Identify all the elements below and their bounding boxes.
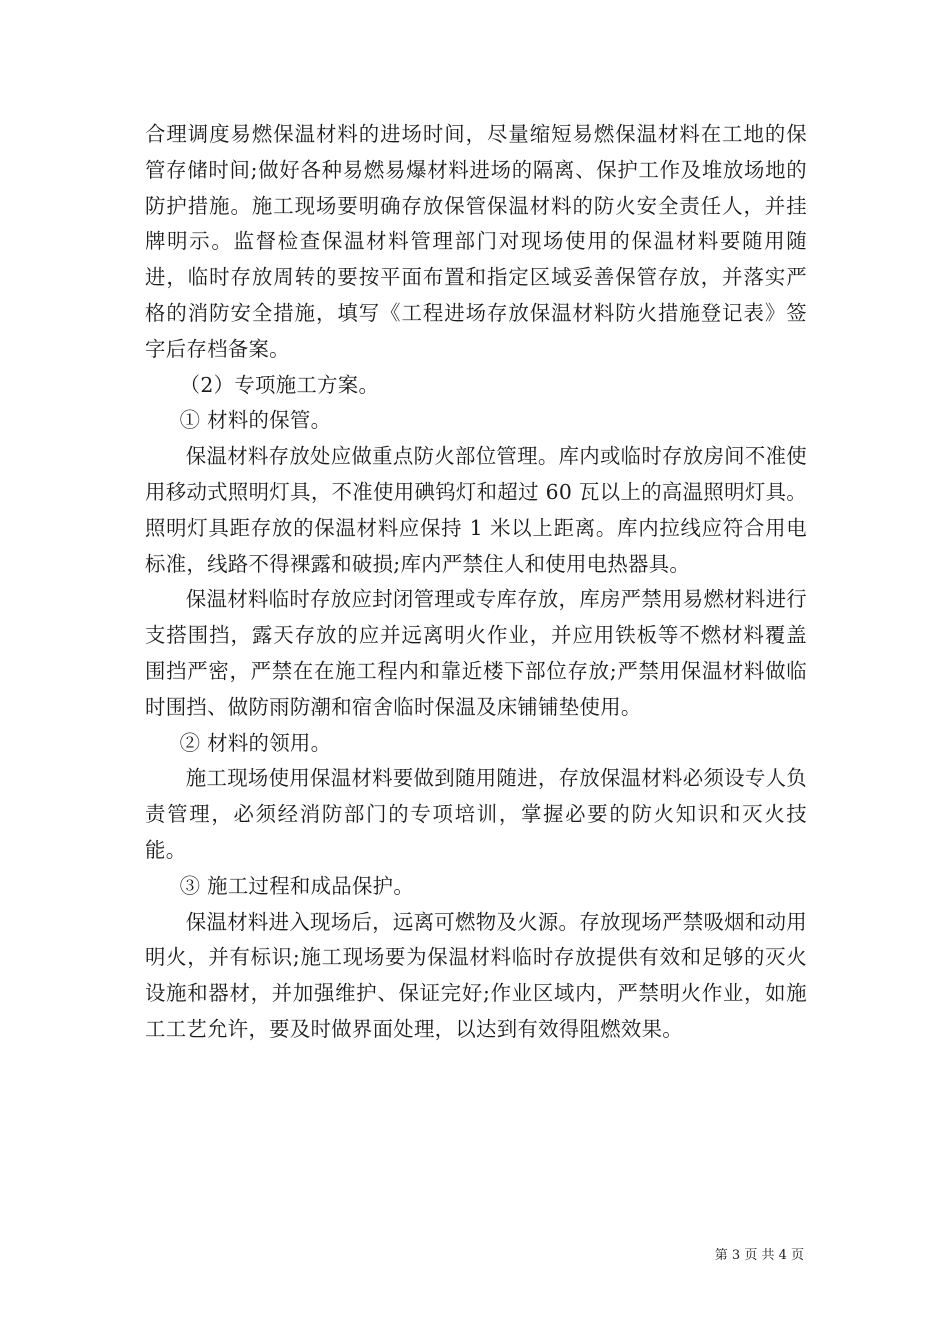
paragraph-storage-fire-management: 保温材料存放处应做重点防火部位管理。库内或临时存放房间不准使用移动式照明灯具，不准使用碘钨灯和超过 60 瓦以上的高温照明灯具。照明灯具距存放的保温材料应保持 1 米以上距离。库内拉线应符合用电标准，线路不得裸露和破损;库内严禁住人和使用电热器具。 [145,444,807,576]
paragraph-construction-protection: 保温材料进入现场后，远离可燃物及火源。存放现场严禁吸烟和动用明火，并有标识;施工现场要为保温材料临时存放提供有效和足够的灭火设施和器材，并加强维护、保证完好;作业区域内，严禁明火作业，如施工工艺允许，要及时做界面处理，以达到有效得阻燃效果。 [145,909,807,1041]
document-body [145,117,807,1048]
paragraph-requisition-rules: 施工现场使用保温材料要做到随用随进，存放保温材料必须设专人负责管理，必须经消防部门的专项培训，掌握必要的防火知识和灭火技能。 [145,766,807,862]
section-heading-special-plan: （2）专项施工方案。 [179,372,380,397]
subsection-heading-material-requisition: ② 材料的领用。 [179,730,332,755]
paragraph-storage-scheduling: 合理调度易燃保温材料的进场时间，尽量缩短易燃保温材料在工地的保管存储时间;做好各种易燃易爆材料进场的隔离、保护工作及堆放场地的防护措施。施工现场要明确存放保管保温材料的防火安全责任人，并挂牌明示。监督检查保温材料管理部门对现场使用的保温材料要随用随进，临时存放周转的要按平面布置和指定区域妥善保管存放，并落实严格的消防安全措施，填写《工程进场存放保温材料防火措施登记表》签字后存档备案。 [145,122,807,361]
subsection-heading-material-storage: ① 材料的保管。 [179,408,332,433]
subsection-heading-construction-protection: ③ 施工过程和成品保护。 [179,873,415,898]
page-number-footer: 第 3 页 共 4 页 [714,1248,804,1263]
paragraph-temporary-storage: 保温材料临时存放应封闭管理或专库存放，库房严禁用易燃材料进行支搭围挡，露天存放的应并远离明火作业，并应用铁板等不燃材料覆盖围挡严密，严禁在在施工程内和靠近楼下部位存放;严禁用保温材料做临时围挡、做防雨防潮和宿舍临时保温及床铺铺垫使用。 [145,587,807,719]
